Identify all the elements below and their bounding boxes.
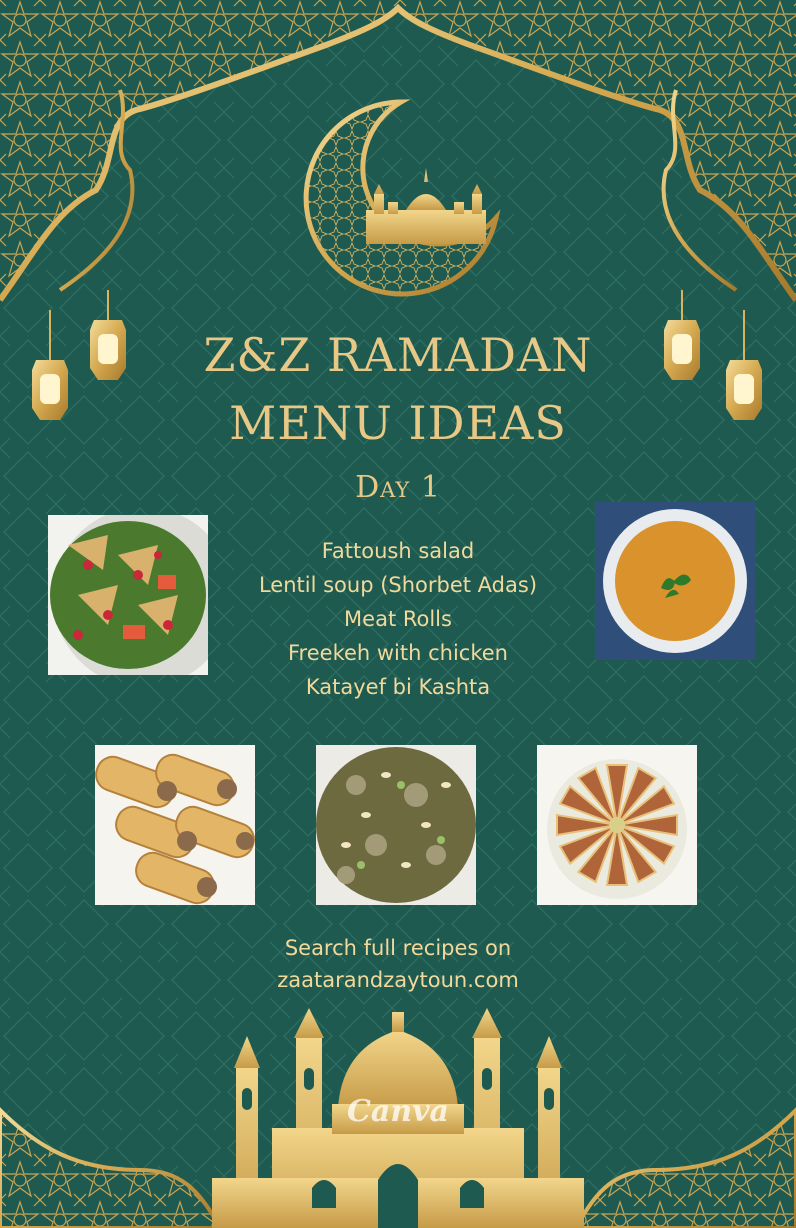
- freekeh-photo: [316, 745, 476, 905]
- poster-title-line1: Z&Z RAMADAN: [203, 328, 593, 382]
- menu-item: Katayef bi Kashta: [305, 675, 491, 699]
- menu-item: Freekeh with chicken: [288, 641, 508, 665]
- crescent-moon-icon: [296, 98, 506, 298]
- fattoush-salad-photo: [48, 515, 208, 675]
- canva-watermark: Canva: [347, 1094, 449, 1129]
- meat-rolls-photo: [95, 745, 255, 905]
- menu-item: Fattoush salad: [321, 539, 475, 563]
- menu-item: Meat Rolls: [344, 607, 452, 631]
- lentil-soup-photo: [595, 502, 755, 660]
- katayef-photo: [537, 745, 697, 905]
- menu-item: Lentil soup (Shorbet Adas): [258, 573, 538, 597]
- footer-text: [0, 932, 796, 996]
- menu-list: [215, 534, 581, 704]
- footer-website: zaatarandzaytoun.com: [277, 968, 519, 992]
- footer-line1: Search full recipes on: [284, 936, 512, 960]
- day-label: Day 1: [355, 470, 441, 505]
- poster-title-line2: MENU IDEAS: [229, 396, 567, 450]
